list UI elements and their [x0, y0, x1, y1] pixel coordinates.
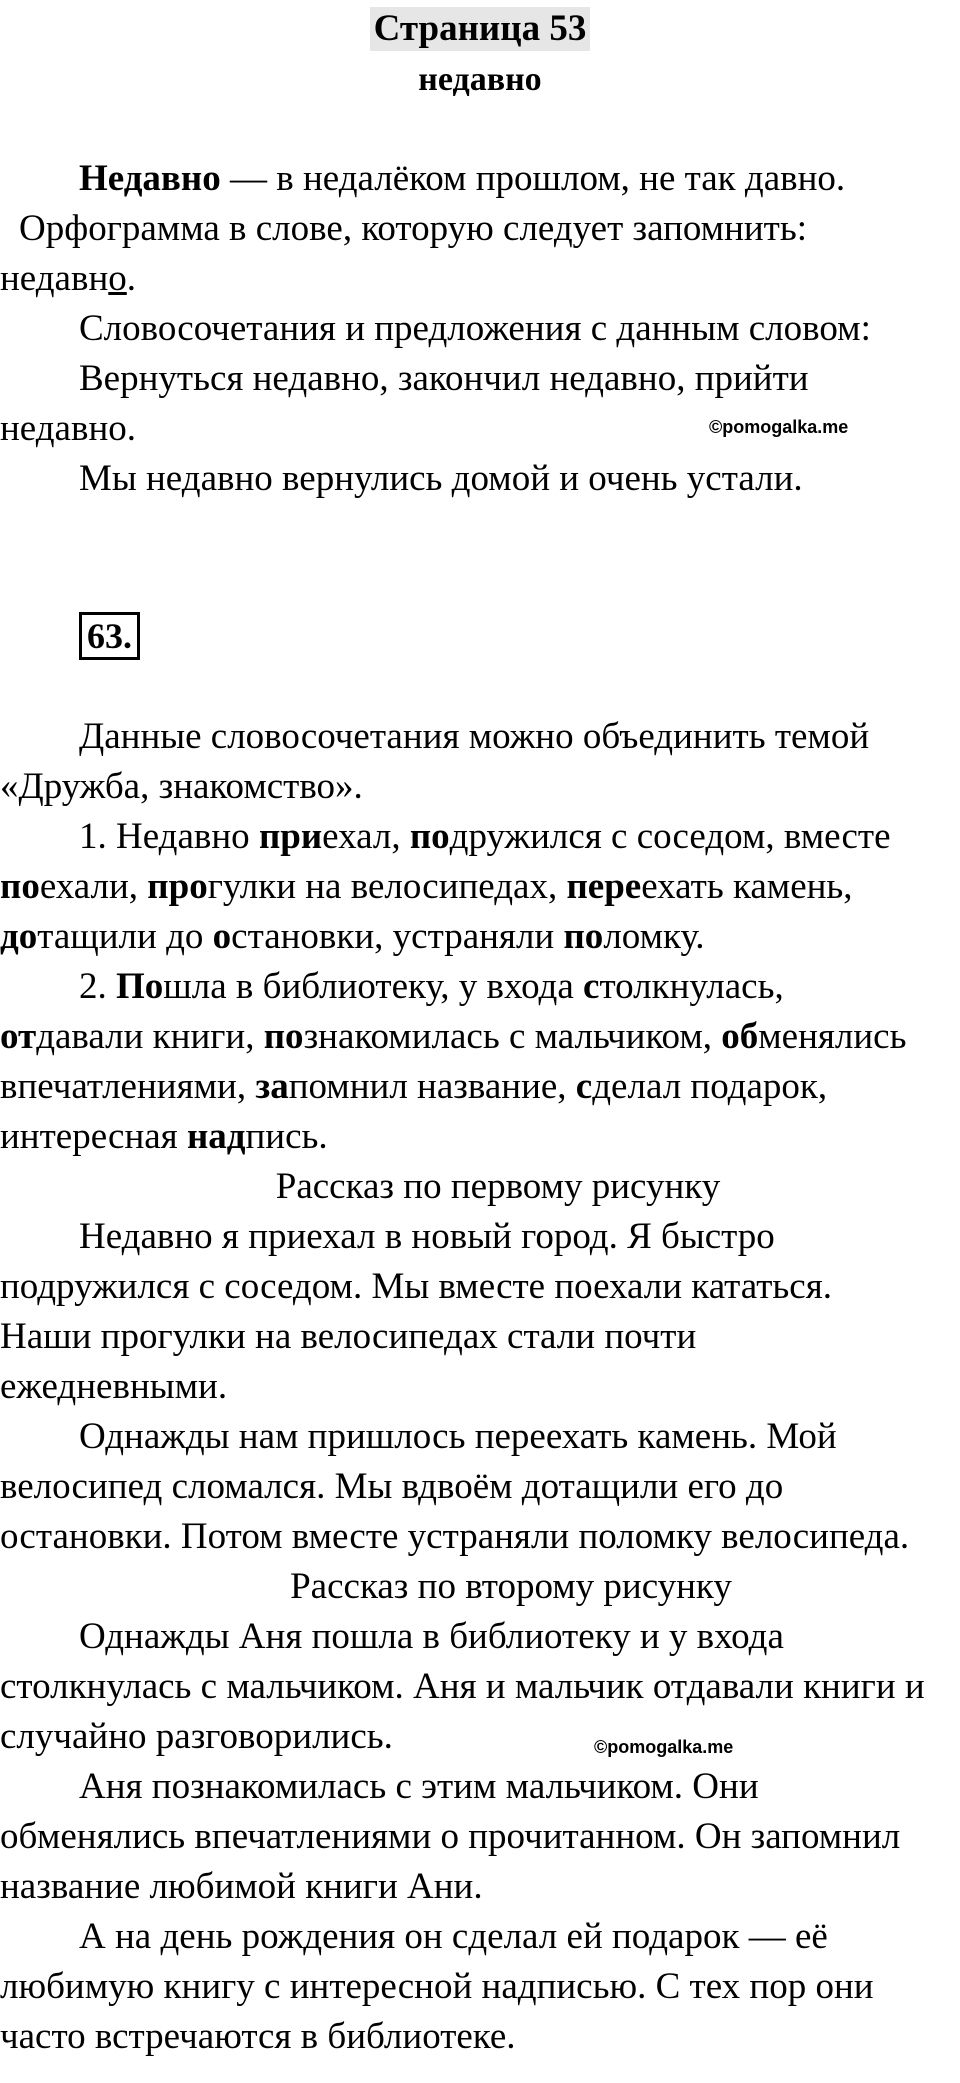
- text-segment: 1. Недавно: [79, 816, 259, 857]
- story1-line: Наши прогулки на велосипедах стали почти: [0, 1316, 697, 1357]
- story2-line: название любимой книги Ани.: [0, 1866, 483, 1907]
- watermark: ©pomogalka.me: [709, 417, 849, 437]
- story1-line: остановки. Потом вместе устраняли поломку велосипеда.: [0, 1516, 910, 1557]
- definition-section: [0, 154, 960, 504]
- text-segment: интересная: [0, 1116, 187, 1157]
- bold-prefix: пере: [566, 866, 642, 907]
- list2-line: [0, 1012, 960, 1062]
- bold-prefix: о: [212, 916, 232, 957]
- text-segment: пись.: [245, 1116, 328, 1157]
- text-segment: ехал,: [322, 816, 410, 857]
- bold-prefix: от: [0, 1016, 37, 1057]
- list1-line: [0, 912, 960, 962]
- exercise-number: 63.: [79, 612, 140, 660]
- bold-prefix: над: [186, 1116, 246, 1157]
- bold-prefix: про: [147, 866, 208, 907]
- bold-prefix: с: [583, 966, 600, 1007]
- list2-line: [0, 1062, 960, 1112]
- bold-prefix: до: [0, 916, 38, 957]
- story1-line: велосипед сломался. Мы вдвоём дотащили его до: [0, 1466, 784, 1507]
- phrases-line: Вернуться недавно, закончил недавно, прийти: [79, 358, 809, 399]
- text-segment: становки, устраняли: [231, 916, 564, 957]
- bold-prefix: об: [721, 1016, 759, 1057]
- list1-line: [0, 862, 960, 912]
- text-segment: ехать камень,: [641, 866, 853, 907]
- story2-line: часто встречаются в библиотеке.: [0, 2016, 516, 2057]
- orthogram-letter: о: [108, 258, 127, 299]
- definition-text: — в недалёком прошлом, не так давно.: [220, 158, 846, 199]
- text-segment: гулки на велосипедах,: [207, 866, 567, 907]
- definition-term: Недавно: [79, 158, 221, 199]
- list1-line: [0, 812, 960, 862]
- bold-prefix: с: [575, 1066, 593, 1107]
- story1-line: подружился с соседом. Мы вместе поехали кататься.: [0, 1266, 832, 1307]
- text-segment: знакомилась с мальчиком,: [303, 1016, 722, 1057]
- bold-prefix: по: [563, 916, 604, 957]
- orthogram-line: Орфограмма в слове, которую следует запомнить:: [19, 208, 808, 249]
- story1-title: Рассказ по первому рисунку: [275, 1166, 721, 1207]
- phrases-line: недавно. ©pomogalka.me: [0, 408, 849, 449]
- page-title: Страница 53: [370, 7, 591, 51]
- bold-prefix: за: [255, 1066, 289, 1107]
- text-segment: менялись: [758, 1016, 907, 1057]
- page-header: [0, 4, 960, 106]
- story1-line: ежедневными.: [0, 1366, 228, 1407]
- definition-line: [0, 154, 960, 204]
- story2-title: Рассказ по второму рисунку: [290, 1566, 732, 1607]
- story2-line: Аня познакомилась с этим мальчиком. Они: [79, 1766, 759, 1807]
- text-segment: 2.: [79, 966, 116, 1007]
- bold-prefix: по: [409, 816, 450, 857]
- intro-line: «Дружба, знакомство».: [0, 766, 363, 807]
- story2-line: Однажды Аня пошла в библиотеку и у входа: [79, 1616, 784, 1657]
- example-sentence: Мы недавно вернулись домой и очень устали.: [79, 458, 803, 499]
- phrases-heading: Словосочетания и предложения с данным словом:: [79, 308, 871, 349]
- watermark: ©pomogalka.me: [594, 1737, 734, 1757]
- orthogram-word: недавно.: [0, 258, 137, 299]
- list2-line: [0, 1112, 960, 1162]
- text-segment: ломку.: [603, 916, 705, 957]
- text-segment: делал подарок,: [592, 1066, 828, 1107]
- text-segment: помнил название,: [288, 1066, 576, 1107]
- bold-prefix: По: [116, 966, 164, 1007]
- story2-line: А на день рождения он сделал ей подарок — её: [79, 1916, 828, 1957]
- story2-line: случайно разговорились. ©pomogalka.me: [0, 1716, 734, 1757]
- story2-line: любимую книгу с интересной надписью. С тех пор они: [0, 1966, 874, 2007]
- word-title: недавно: [418, 61, 542, 98]
- story1-line: Недавно я приехал в новый город. Я быстро: [79, 1216, 775, 1257]
- bold-prefix: при: [258, 816, 323, 857]
- text-segment: толкнулась,: [599, 966, 784, 1007]
- intro-line: Данные словосочетания можно объединить темой: [79, 716, 870, 757]
- text-segment: шла в библиотеку, у входа: [163, 966, 584, 1007]
- story2-line: столкнулась с мальчиком. Аня и мальчик отдавали книги и: [0, 1666, 925, 1707]
- story2-line: обменялись впечатлениями о прочитанном. Он запомнил: [0, 1816, 901, 1857]
- story1-line: Однажды нам пришлось переехать камень. Мой: [79, 1416, 837, 1457]
- exercise-section: [0, 712, 960, 2062]
- text-segment: ехали,: [39, 866, 148, 907]
- text-segment: давали книги,: [36, 1016, 264, 1057]
- text-segment: дружился с соседом, вместе: [449, 816, 891, 857]
- text-segment: тащили до: [37, 916, 213, 957]
- bold-prefix: по: [263, 1016, 304, 1057]
- bold-prefix: по: [0, 866, 40, 907]
- list2-line: [0, 962, 960, 1012]
- text-segment: впечатлениями,: [0, 1066, 256, 1107]
